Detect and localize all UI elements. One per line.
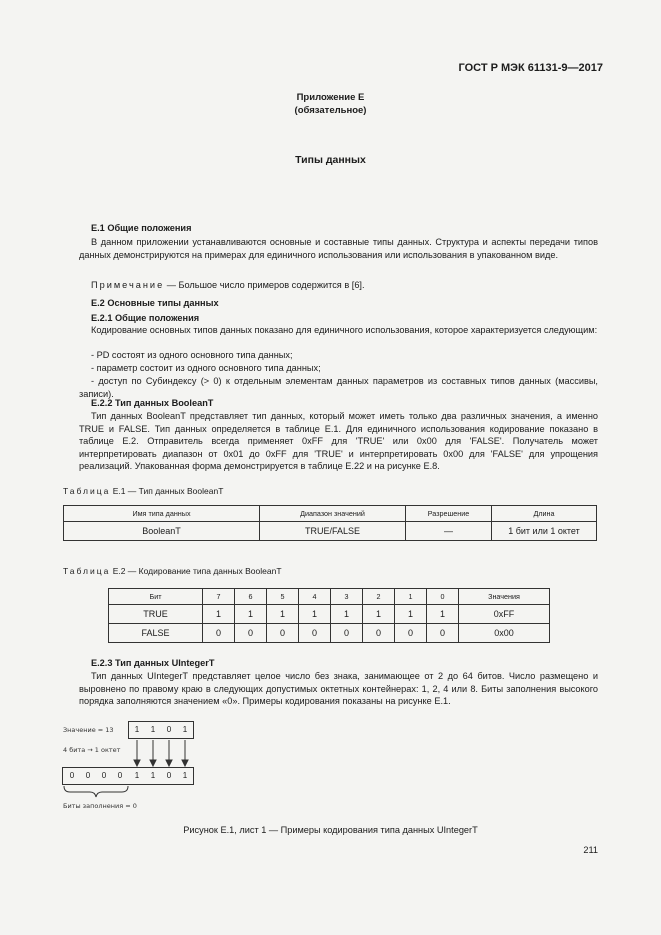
table-cell: 1 [267, 605, 299, 624]
table-header: 2 [363, 589, 395, 605]
table-cell: 1 [427, 605, 459, 624]
table-cell: 0 [203, 624, 235, 643]
section-e1-paragraph: В данном приложении устанавливаются основные и составные типы данных. Структура и аспекты передачи типов данных демонстрируются на примерах для единичного использования или использования в упакованном виде. [79, 237, 598, 260]
table-header: 1 [395, 589, 427, 605]
figure-caption: Рисунок Е.1, лист 1 — Примеры кодирования типа данных UIntegerT [183, 825, 478, 835]
table-header: Длина [492, 506, 597, 522]
section-e21-heading: Е.2.1 Общие положения [91, 313, 200, 323]
note-text: — Большое число примеров содержится в [6]. [164, 280, 365, 290]
table-header: Диапазон значений [260, 506, 406, 522]
figure-octet-bit: 0 [166, 771, 172, 780]
table-cell: 0 [427, 624, 459, 643]
figure-octet-bit: 1 [150, 771, 156, 780]
table-header: 6 [235, 589, 267, 605]
table-cell: FALSE [109, 624, 203, 643]
table-cell: 0 [363, 624, 395, 643]
table-cell: 1 [363, 605, 395, 624]
table-cell: TRUE [109, 605, 203, 624]
figure-octet-bit: 0 [101, 771, 107, 780]
table-header: 3 [331, 589, 363, 605]
figure-arrows [128, 738, 198, 768]
standard-header: ГОСТ Р МЭК 61131-9—2017 [458, 62, 603, 74]
section-e23-heading: Е.2.3 Тип данных UIntegerT [91, 658, 215, 668]
figure-octet-label: 4 бита → 1 октет [63, 746, 121, 754]
page-number: 211 [583, 845, 598, 855]
table-cell: 1 [299, 605, 331, 624]
table2-caption [63, 566, 282, 576]
figure-top-bit: 0 [166, 725, 172, 734]
list-item: - доступ по Субиндексу (> 0) к отдельным элементам данных параметров из составных типов данных (массивы, записи). [79, 376, 598, 399]
list-item: - параметр состоит из одного основного типа данных; [91, 363, 321, 373]
appendix-heading: Типы данных [295, 154, 366, 166]
table-cell: 0 [299, 624, 331, 643]
table-header: Бит [109, 589, 203, 605]
table-header: 0 [427, 589, 459, 605]
figure-octet-bit: 0 [69, 771, 75, 780]
table-cell: 0 [235, 624, 267, 643]
figure-octet-bit: 0 [117, 771, 123, 780]
table1-caption-text: Е.1 — Тип данных BooleanT [110, 486, 224, 496]
table-cell: TRUE/FALSE [260, 522, 406, 541]
section-e23-paragraph: Тип данных UIntegerT представляет целое число без знака, занимающее от 2 до 64 битов. Число размещено и выровнено по правому краю в следующих допустимых октетных контейнерах: 1, 2, 4 или 8. Биты заполнения выcокого порядка заполняются значением «0». Примеры кодирования показаны на рисунке Е.1. [79, 671, 598, 707]
table-cell: 0 [395, 624, 427, 643]
table-header: 7 [203, 589, 235, 605]
table-booleant-encoding [108, 588, 550, 643]
list-item: - PD состоят из одного основного типа данных; [91, 350, 293, 360]
table-cell: 1 бит или 1 октет [492, 522, 597, 541]
table-cell: — [406, 522, 492, 541]
table-booleant-type [63, 505, 597, 541]
table-cell: BooleanT [64, 522, 260, 541]
figure-value-label: Значение = 13 [63, 726, 114, 734]
figure-top-bit: 1 [134, 725, 140, 734]
table-cell: 1 [235, 605, 267, 624]
table-header: 4 [299, 589, 331, 605]
section-e22-heading: Е.2.2 Тип данных BooleanT [91, 398, 214, 408]
table-cell: 0x00 [459, 624, 550, 643]
appendix-title: Приложение Е [296, 92, 365, 103]
table-cell: 1 [395, 605, 427, 624]
note [91, 279, 365, 292]
figure-padding-label: Биты заполнения = 0 [63, 802, 137, 810]
table1-caption [63, 486, 223, 496]
section-e2-heading: Е.2 Основные типы данных [91, 298, 219, 308]
table2-caption-text: Е.2 — Кодирование типа данных BooleanT [110, 566, 282, 576]
figure-top-bit: 1 [182, 725, 188, 734]
table-cell: 1 [203, 605, 235, 624]
table-header: Разрешение [406, 506, 492, 522]
figure-top-bit: 1 [150, 725, 156, 734]
figure-octet-bit: 1 [134, 771, 140, 780]
appendix-subtitle: (обязательное) [294, 105, 367, 116]
section-e21-paragraph: Кодирование основных типов данных показано для единичного использования, которое характеризуется следующим: [91, 325, 598, 335]
table-header: Имя типа данных [64, 506, 260, 522]
table-cell: 1 [331, 605, 363, 624]
note-label: Примечание [91, 280, 165, 290]
table1-label: Таблица [63, 486, 111, 496]
figure-uintegert-encoding [60, 718, 260, 818]
figure-octet-bit: 1 [182, 771, 188, 780]
table2-label: Таблица [63, 566, 111, 576]
table-cell: 0xFF [459, 605, 550, 624]
figure-padding-brace [62, 784, 132, 800]
table-header: Значения [459, 589, 550, 605]
table-cell: 0 [331, 624, 363, 643]
section-e1-heading: Е.1 Общие положения [91, 223, 192, 233]
table-cell: 0 [267, 624, 299, 643]
figure-octet-bit: 0 [85, 771, 91, 780]
section-e22-paragraph: Тип данных BooleanT представляет тип данных, который может иметь только два различных значения, а именно TRUE и FALSE. Тип данных определяется в таблице Е.1. Для единичного использования кодирование показано в таблице Е.2. Отправитель всегда применяет 0xFF для 'TRUE' или 0x00 для 'FALSE'. Получатель может интерпретировать диапазон от 0x01 до 0xFF для 'TRUE' и интерпретировать 0x00 для 'FALSE' для упрощения реализаций. Упакованная форма демонстрируется в таблице Е.22 и на рисунке Е.8. [79, 411, 598, 472]
table-header: 5 [267, 589, 299, 605]
